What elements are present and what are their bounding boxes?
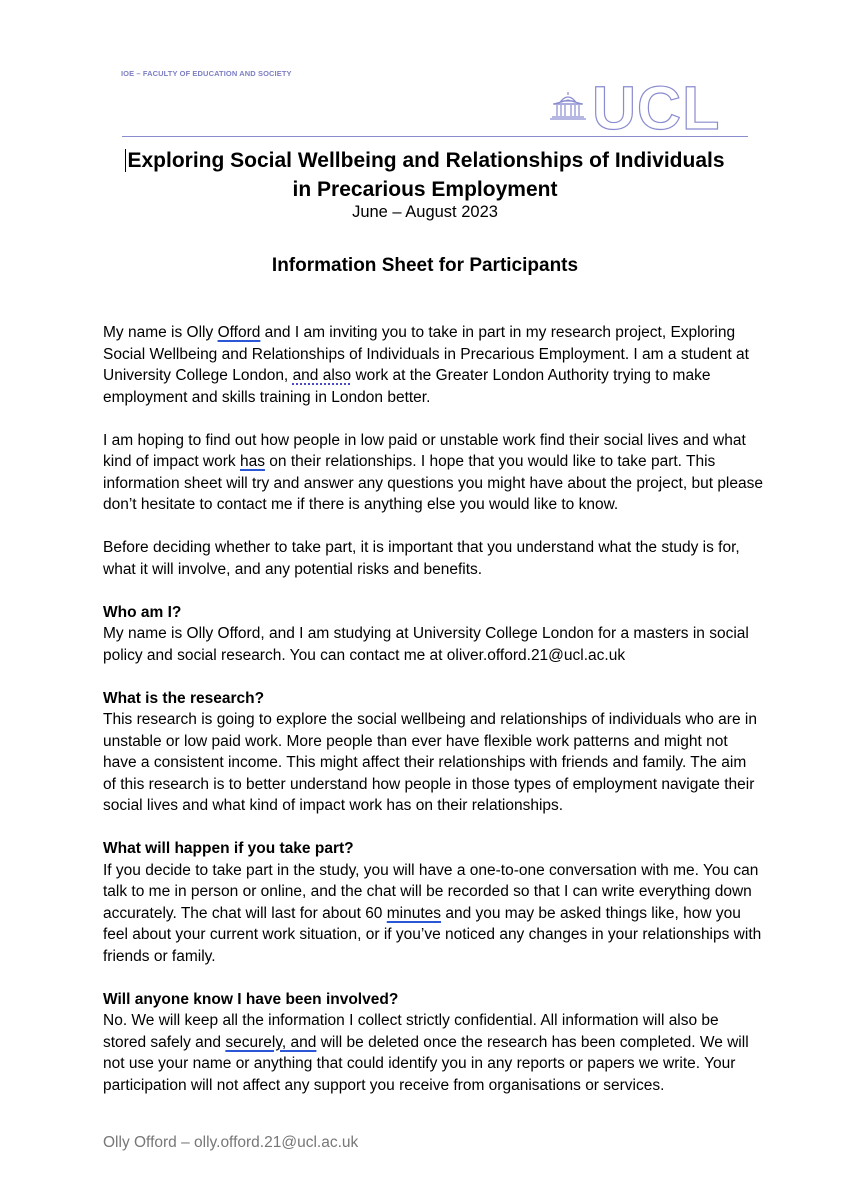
header-divider: [122, 136, 748, 137]
section-heading-research: What is the research?: [103, 689, 265, 707]
intro-paragraph-2: [103, 430, 763, 516]
document-body: [103, 322, 763, 1118]
grammar-flag-and-also: and also: [292, 367, 352, 384]
study-dates: June – August 2023: [352, 203, 498, 221]
faculty-label: IOE – FACULTY OF EDUCATION AND SOCIETY: [121, 69, 292, 78]
section-text-who: My name is Olly Offord, and I am studying at University College London for a masters in social policy and social research. You can contact me at oliver.offord.21@ucl.ac.uk: [103, 625, 749, 664]
section-text-happen: [103, 860, 763, 968]
section-text-anyone: [103, 1010, 763, 1096]
intro-paragraph-1: [103, 322, 763, 408]
grammar-flag-has: has: [239, 453, 265, 470]
text-run: and I am inviting you to take in part in my research project, Exploring Social Wellbeing and Relationships of Individuals in Precarious Employment. I am a student at University College London,: [103, 324, 749, 384]
page-footer: Olly Offord – olly.offord.21@ucl.ac.uk: [103, 1134, 359, 1151]
spelling-flag-offord: Offord: [217, 324, 261, 341]
text-run: and you may be asked things like, how you feel about your current work situation, or if you’ve noticed any changes in your relationships with friends or family.: [103, 904, 762, 965]
section-heading-anyone: Will anyone know I have been involved?: [103, 990, 399, 1008]
intro-paragraph-3: Before deciding whether to take part, it is important that you understand what the study is for, what it will involve, and any potential risks and benefits.: [103, 539, 740, 578]
text-run: will be deleted once the research has been completed. We will not use your name or anything that could identify you in any reports or papers we write. Your participation will not affect any support you receive from organisations or services.: [103, 1033, 749, 1094]
section-heading-happen: What will happen if you take part?: [103, 840, 354, 857]
title-text: Exploring Social Wellbeing and Relationships of Individuals in Precarious Employment: [127, 149, 725, 201]
section-text-research: This research is going to explore the social wellbeing and relationships of individuals who are in unstable or low paid work. More people than ever have flexible work patterns and might not have a consistent income. This might affect their relationships with friends and family. The aim of this research is to better understand how people in those types of employment navigate their social lives and what kind of impact work has on their relationships.: [103, 711, 757, 814]
text-run: My name is Olly: [103, 324, 218, 341]
grammar-flag-securely: securely, and: [225, 1033, 317, 1051]
ucl-portico-icon: [548, 90, 588, 120]
text-run: If you decide to take part in the study, you will have a one-to-one conversation with me. You can talk to me in person or online, and the chat will be recorded so that I can write everything down accurately. The chat will last for about 60: [103, 861, 759, 922]
text-run: I am hoping to find out how people in low paid or unstable work find their social lives and what kind of impact work: [103, 431, 746, 470]
ucl-logo-text: UCL: [592, 74, 721, 142]
ucl-logo: [540, 74, 750, 142]
sheet-subtitle: Information Sheet for Participants: [271, 255, 579, 276]
text-run: on their relationships. I hope that you would like to take part. This information sheet will try and answer any questions you might have about the project, but please don’t hesitate to contact me if there is anything else you would like to know.: [103, 453, 763, 513]
text-run: work at the Greater London Authority trying to make employment and skills training in London better.: [103, 367, 711, 406]
grammar-flag-minutes: minutes: [386, 904, 442, 922]
text-run: No. We will keep all the information I collect strictly confidential. All information will also be stored safely and: [103, 1012, 719, 1051]
section-heading-who: Who am I?: [103, 603, 182, 621]
document-title: [120, 146, 730, 204]
